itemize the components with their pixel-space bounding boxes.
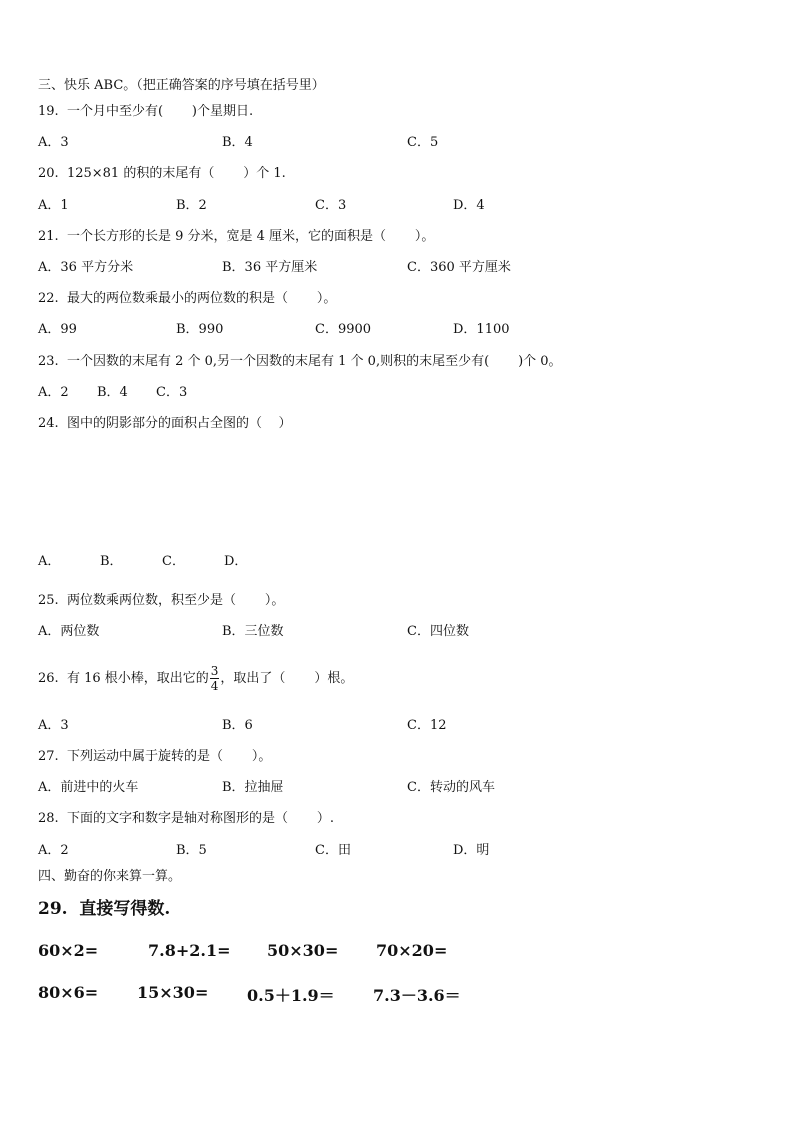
q27-option-c: C．转动的风车	[407, 780, 495, 795]
q26-text-pre: 26. 有 16 根小棒，取出它的	[38, 671, 209, 686]
question-19: 19. 一个月中至少有( )个星期日.	[38, 104, 254, 119]
q20-option-b: B．2	[176, 198, 207, 213]
calc-r1-c2: 7.8+2.1=	[148, 941, 231, 960]
calc-r2-c1: 80×6=	[38, 983, 99, 1002]
question-20: 20. 125×81 的积的末尾有（ ）个 1.	[38, 166, 286, 181]
calc-r1-c1: 60×2=	[38, 941, 99, 960]
calc-r1-c3: 50×30=	[267, 941, 339, 960]
q23-option-a: A．2	[38, 385, 69, 400]
q22-option-b: B．990	[176, 322, 224, 337]
q20-option-a: A．1	[38, 198, 69, 213]
q28-option-d: D．明	[453, 843, 490, 858]
question-21: 21. 一个长方形的长是 9 分米，宽是 4 厘米，它的面积是（ ）。	[38, 229, 435, 244]
q21-option-a: A．36 平方分米	[38, 260, 134, 275]
q24-option-a: A．	[38, 554, 61, 569]
q24-option-d: D．	[224, 554, 248, 569]
q23-option-b: B．4	[97, 385, 128, 400]
q27-option-a: A．前进中的火车	[38, 780, 139, 795]
q26-option-b: B．6	[222, 718, 253, 733]
question-26	[38, 663, 353, 695]
q27-option-b: B．拉抽屉	[222, 780, 284, 795]
q23-option-c: C．3	[156, 385, 188, 400]
question-24: 24. 图中的阴影部分的面积占全图的（ ）	[38, 416, 292, 431]
q19-option-c: C．5	[407, 135, 439, 150]
q22-option-d: D．1100	[453, 322, 510, 337]
calc-r1-c4: 70×20=	[376, 941, 448, 960]
q26-fraction	[210, 664, 220, 693]
q21-option-b: B．36 平方厘米	[222, 260, 318, 275]
q25-option-b: B．三位数	[222, 624, 284, 639]
q22-option-c: C．9900	[315, 322, 372, 337]
q20-option-d: D．4	[453, 198, 485, 213]
q25-option-c: C．四位数	[407, 624, 469, 639]
q28-option-c: C．田	[315, 843, 351, 858]
q26-fraction-denominator: 4	[210, 679, 219, 693]
question-22: 22. 最大的两位数乘最小的两位数的积是（ ）。	[38, 291, 337, 306]
q19-option-b: B．4	[222, 135, 253, 150]
q24-option-c: C．	[162, 554, 185, 569]
question-27: 27. 下列运动中属于旋转的是（ ）。	[38, 749, 272, 764]
q25-option-a: A．两位数	[38, 624, 100, 639]
calc-r2-c3: 0.5＋1.9＝	[247, 986, 335, 1005]
q21-option-c: C．360 平方厘米	[407, 260, 511, 275]
q20-option-c: C．3	[315, 198, 347, 213]
q22-option-a: A．99	[38, 322, 77, 337]
q26-option-c: C．12	[407, 718, 447, 733]
question-29-title: 29. 直接写得数.	[38, 899, 171, 919]
question-23: 23. 一个因数的末尾有 2 个 0,另一个因数的末尾有 1 个 0,则积的末尾至少有( )个 0。	[38, 354, 562, 369]
q28-option-b: B．5	[176, 843, 207, 858]
calc-r2-c2: 15×30=	[137, 983, 209, 1002]
q24-option-b: B．	[100, 554, 123, 569]
question-25: 25. 两位数乘两位数，积至少是（ ）。	[38, 593, 285, 608]
q26-text-post: ，取出了（ ）根。	[220, 671, 354, 686]
q28-option-a: A．2	[38, 843, 69, 858]
section-4-heading: 四、勤奋的你来算一算。	[38, 869, 182, 884]
question-28: 28. 下面的文字和数字是轴对称图形的是（ ）.	[38, 811, 334, 826]
q26-fraction-numerator: 3	[210, 664, 219, 678]
q19-option-a: A．3	[38, 135, 69, 150]
q26-option-a: A．3	[38, 718, 69, 733]
calc-r2-c4: 7.3－3.6＝	[373, 986, 461, 1005]
section-3-heading: 三、快乐 ABC。（把正确答案的序号填在括号里）	[38, 78, 325, 93]
